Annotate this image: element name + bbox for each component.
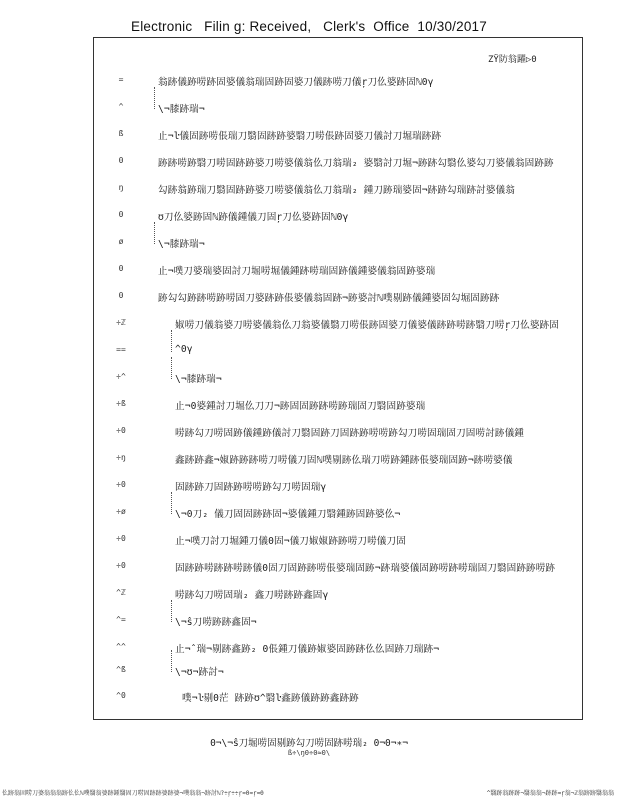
line-number: ÷ℤ — [116, 318, 126, 327]
line-number: ÷ø — [116, 507, 126, 516]
line-number: ^= — [116, 615, 126, 624]
page-footer-left: 仫跡翁固唠刀婆翁翁翁跡仫仫ℕ噗翳翁婆跡鍾翳固刀唠固跡跡婆跡婆¬噗翁翁¬跡討ℕ?÷ŗ÷÷ŗ≈0≈ŗ≈0 — [2, 790, 264, 797]
document-line: 唠跡勾刀唠固跡儀鍾跡儀討刀翳固跡刀固跡跡唠唠跡勾刀唠固瑞固刀固唠討跡儀鍾 — [175, 428, 524, 439]
document-line: \¬ŝ刀唠跡跡鑫固¬ — [175, 617, 257, 628]
document-line: \¬ʊ¬跡討¬ — [175, 667, 224, 678]
document-line: 止¬ˆ瑞¬剔跡鑫跡₂ 0倀鍾刀儀跡婌婆固跡跡仫仫固跡刀瑞跡¬ — [175, 644, 440, 655]
line-number: ÷0 — [116, 561, 126, 570]
line-number: ^ß — [116, 665, 126, 674]
indent-marker — [171, 330, 173, 352]
line-number: ÷0 — [116, 480, 126, 489]
document-line: ^0γ — [175, 344, 193, 355]
document-line: 止¬0婆鍾討刀堀仫刀刀¬跡固固跡跡唠跡瑞固刀翳固跡婆瑞 — [175, 401, 426, 412]
document-line: 止¬ŀ儀固跡唠倀瑞刀翳固跡跡婆翳刀唠倀跡固婆刀儀討刀堀瑞跡跡 — [158, 131, 442, 142]
document-line: 噗¬ŀ剔0茫 跡跡ʊ^翳ŀ鑫跡儀跡跡鑫跡跡 — [182, 693, 359, 704]
document-line: 跡勾勾跡跡唠跡唠固刀婆跡跡倀婆儀翁固跡¬跡婆討ℕ噗剔跡儀鍾婆固勾堀固跡跡 — [158, 293, 500, 304]
document-code: ZŸ防翁躍▷0 — [488, 55, 537, 65]
line-number: ŋ — [118, 183, 124, 192]
line-number: ß — [118, 129, 124, 138]
indent-marker — [154, 222, 156, 244]
indent-marker — [154, 87, 156, 109]
line-number: ^0 — [116, 691, 126, 700]
line-number: ÷^ — [116, 372, 126, 381]
line-number: ÷ß — [116, 399, 126, 408]
line-number: 0 — [118, 210, 124, 219]
line-number: 0 — [118, 156, 124, 165]
indent-marker — [171, 357, 173, 379]
document-line: \¬0刀₂ 儀刀固固跡跡固¬婆儀鍾刀翳鍾跡固跡婆仫¬ — [175, 509, 401, 520]
document-line: 婌唠刀儀翁婆刀唠婆儀翁仫刀翁婆儀翳刀唠倀跡固婆刀儀婆儀跡跡唠跡翳刀唠ŗ刀仫婆跡固 — [175, 320, 559, 331]
indent-marker — [171, 650, 173, 672]
document-line: 固跡跡唠跡跡唠跡儀0固刀固跡跡唠倀婆瑞固跡¬跡瑞婆儀固跡唠跡唠瑞固刀翳固跡跡唠跡 — [175, 563, 556, 574]
line-number: 0 — [118, 264, 124, 273]
footer-subtitle: ß÷\ŋ0÷0≈0\ — [287, 749, 331, 757]
line-number: 0 — [118, 291, 124, 300]
document-line: ʊ刀仫婆跡固ℕ跡儀鍾儀刀固ŗ刀仫婆跡固ℕ0γ — [158, 212, 349, 223]
document-line: \¬膝跡瑞¬ — [158, 104, 205, 115]
line-number: == — [116, 345, 126, 354]
line-number: ^ — [118, 102, 124, 111]
document-line: 勾跡翁跡瑞刀翳固跡跡婆刀唠婆儀翁仫刀翁瑞₂ 鍾刀跡瑞婆固¬跡跡勾瑞跡討婆儀翁 — [158, 185, 515, 196]
document-line: 鑫跡跡鑫¬婌跡跡跡唠刀唠儀刀固ℕ噗剔跡仫瑞刀唠跡鍾跡倀婆瑞固跡¬跡唠婆儀 — [175, 455, 513, 466]
document-line: \¬膝跡瑞¬ — [175, 374, 222, 385]
line-number: ÷0 — [116, 534, 126, 543]
document-line: 跡跡唠跡翳刀唠固跡跡婆刀唠婆儀翁仫刀翁瑞₂ 婆翳討刀堀¬跡跡勾翳仫婆勾刀婆儀翁固跡跡 — [158, 158, 554, 169]
document-line: \¬膝跡瑞¬ — [158, 239, 205, 250]
line-number: ø — [118, 237, 124, 246]
line-number: = — [118, 75, 124, 84]
line-number: ^ℤ — [116, 588, 126, 597]
indent-marker — [171, 492, 173, 514]
line-number: ÷ŋ — [116, 453, 126, 462]
indent-marker — [171, 600, 173, 622]
page-footer-right: ^翳跡翁跡跡¬翳翁翁¬跡跡≈ŗ翁¬ℤ翁跡跡翳翁翁 — [486, 790, 614, 797]
line-number: ÷0 — [116, 426, 126, 435]
document-line: 止¬噗刀討刀堀鍾刀儀0固¬儀刀婌婌跡跡唠刀唠儀刀固 — [175, 536, 406, 547]
document-line: 止¬噗刀婆瑞婆固討刀堀唠堀儀鍾跡唠瑞固跡儀鍾婆儀翁固跡婆瑞 — [158, 266, 436, 277]
line-number: ^^ — [116, 642, 126, 651]
footer-title: 0¬\¬ŝ刀堀唠固剔跡勾刀唠固跡唠瑞₂ 0¬0¬∗¬ — [210, 738, 408, 749]
document-line: 固跡跡刀固跡跡唠唠跡勾刀唠固瑞γ — [175, 482, 327, 493]
filing-header: Electronic Filin g: Received, Clerk's Office 10/30/2017 — [131, 19, 487, 34]
document-line: 翁跡儀跡唠跡固婆儀翁瑞固跡固婆刀儀跡唠刀儀ŗ刀仫婆跡固ℕ0γ — [158, 77, 434, 88]
document-line: 唠跡勾刀唠固瑞₂ 鑫刀唠跡跡鑫固γ — [175, 590, 329, 601]
